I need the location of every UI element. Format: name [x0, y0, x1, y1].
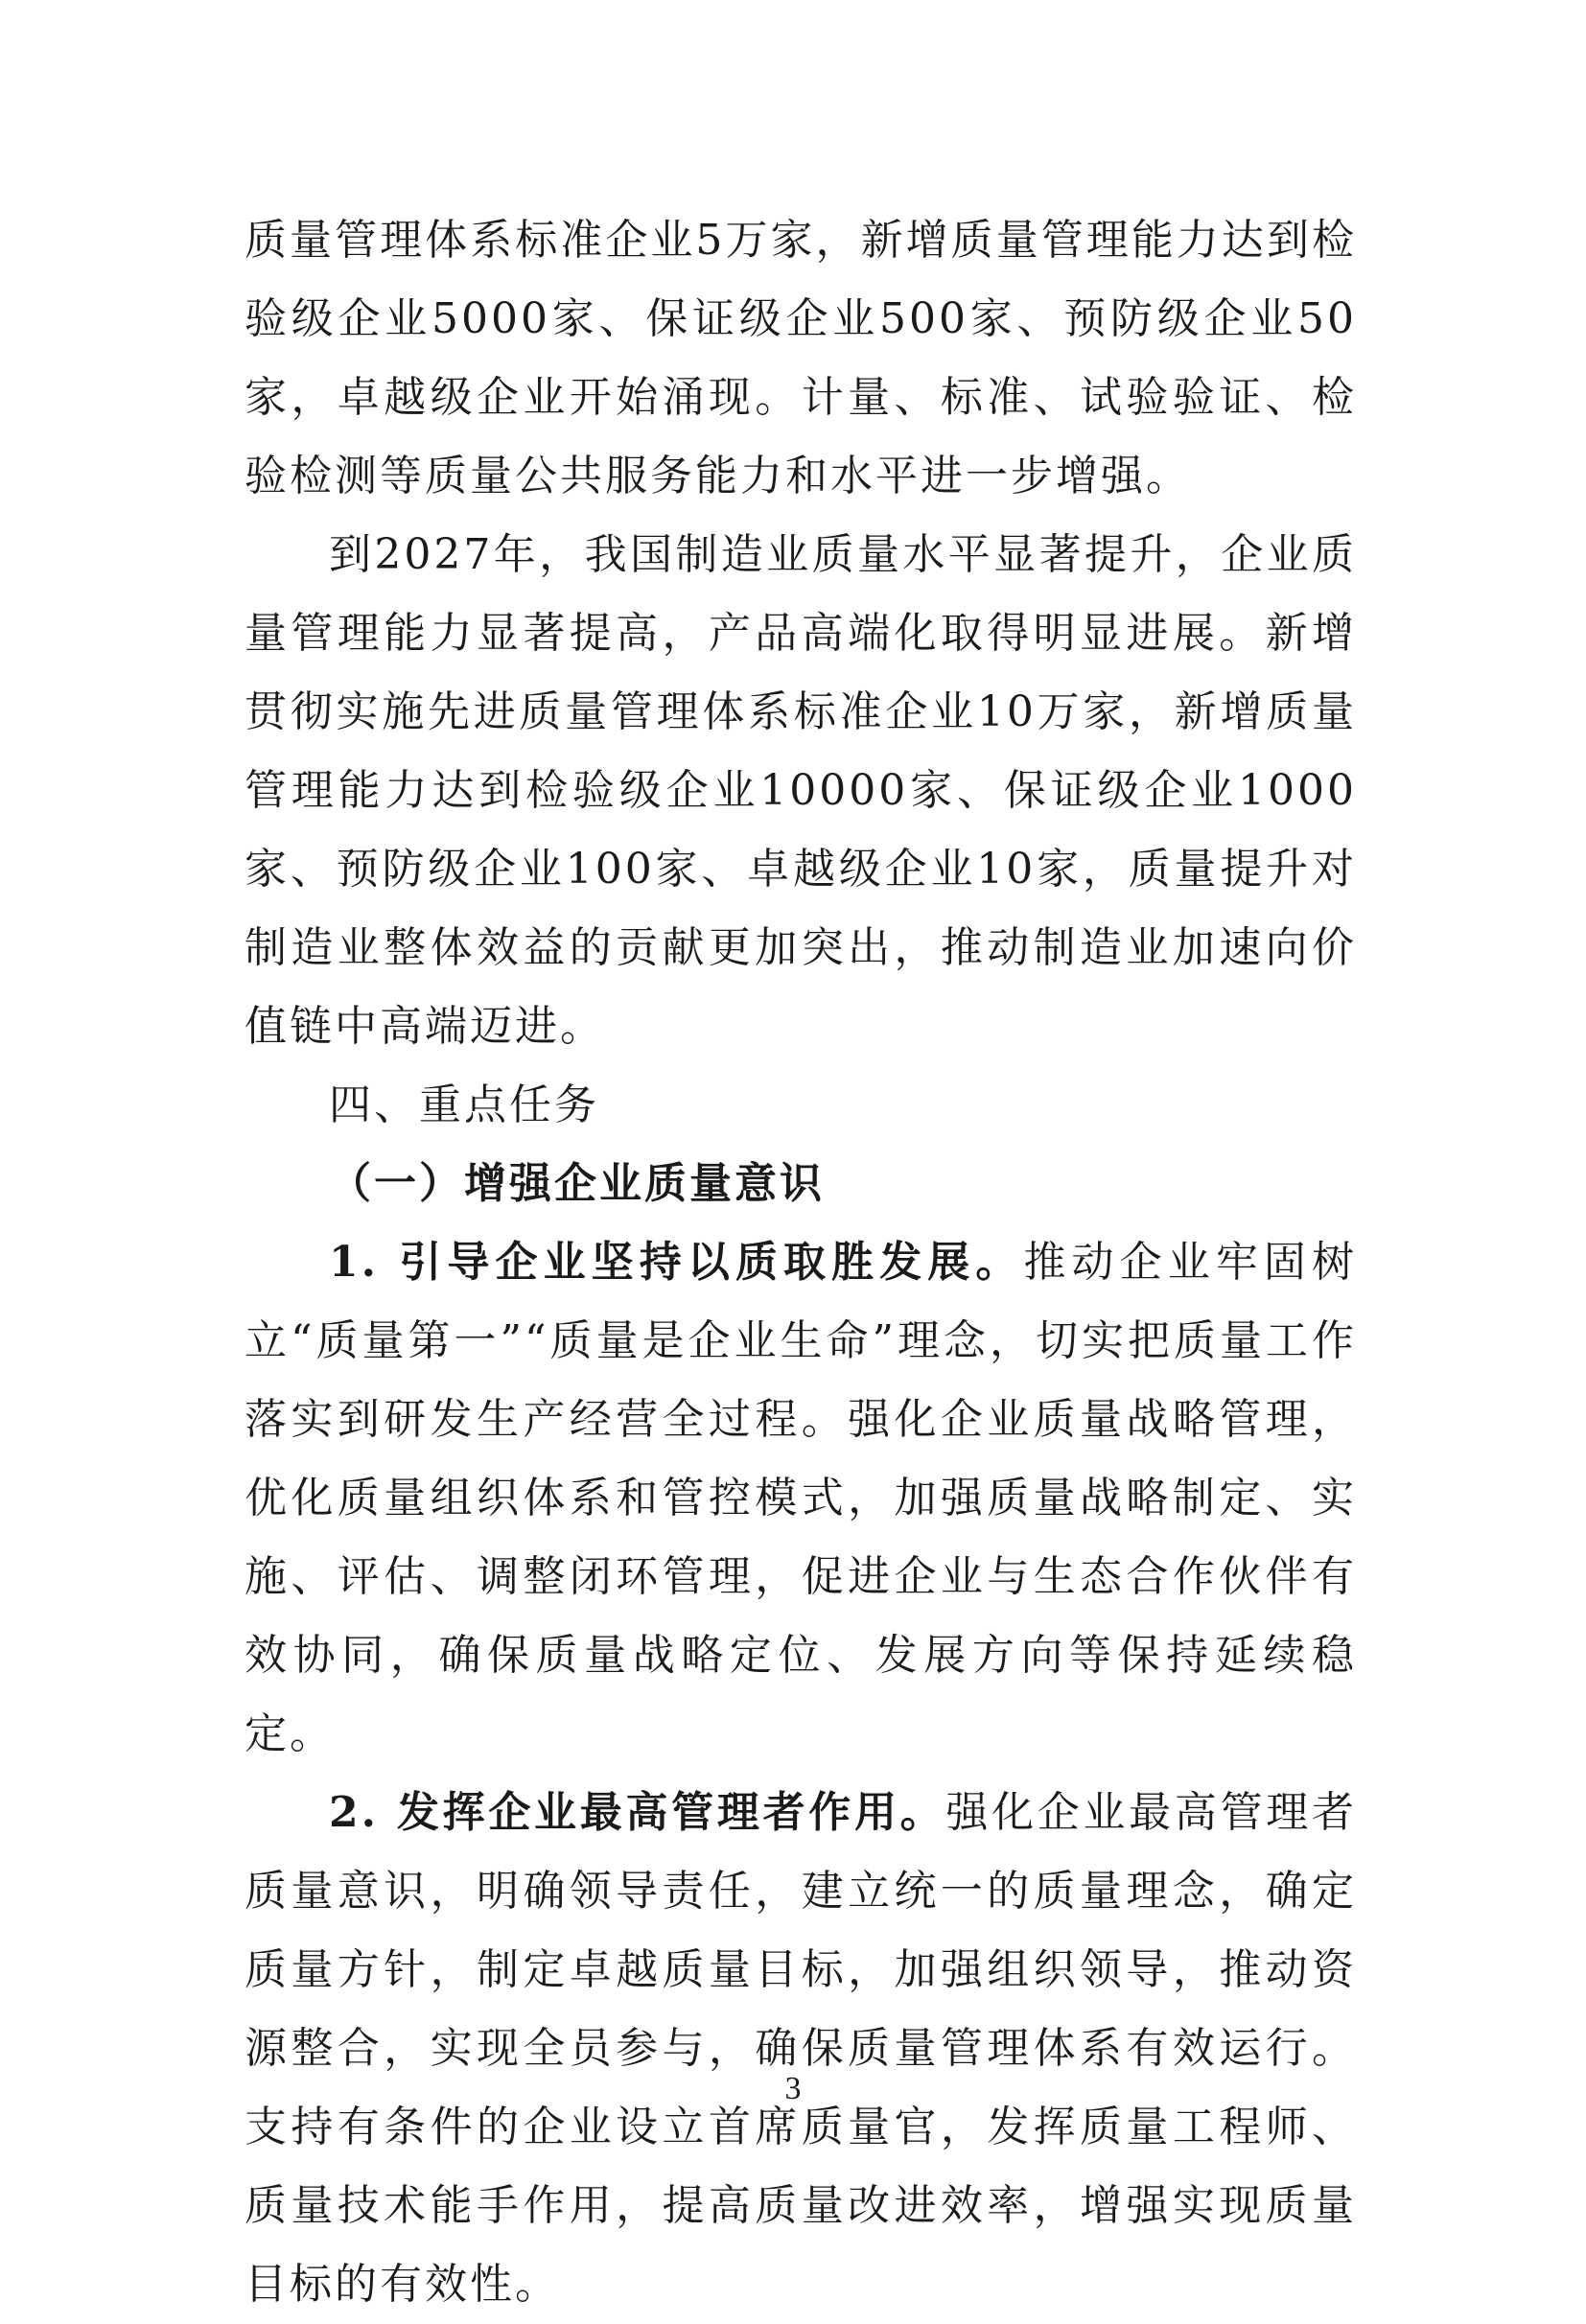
paragraph-2027-goals: 到2027年，我国制造业质量水平显著提升，企业质量管理能力显著提高，产品高端化取得明显进展。新增贯彻实施先进质量管理体系标准企业10万家，新增质量管理能力达到检验级企业10000家、保证级企业1000家、预防级企业100家、卓越级企业10家，质量提升对制造业整体效益的贡献更加突出，推动制造业加速向价值链中高端迈进。: [245, 530, 1357, 1051]
item-2-body: 强化企业最高管理者质量意识，明确领导责任，建立统一的质量理念，确定质量方针，制定卓越质量目标，加强组织领导，推动资源整合，实现全员参与，确保质量管理体系有效运行。支持有条件的企业设立首席质量官，发挥质量工程师、质量技术能手作用，提高质量改进效率，增强实现质量目标的有效性。: [245, 1788, 1357, 2309]
subsection-heading: （一）增强企业质量意识: [329, 1159, 825, 1208]
paragraph-continuation: 质量管理体系标准企业5万家，新增质量管理能力达到检验级企业5000家、保证级企业500家、预防级企业50家，卓越级企业开始涌现。计量、标准、试验验证、检验检测等质量公共服务能力和水平进一步增强。: [245, 216, 1357, 500]
item-1-lead: 1. 引导企业坚持以质取胜发展。: [329, 1238, 1024, 1287]
document-page: [245, 201, 1357, 2324]
item-2-lead: 2. 发挥企业最高管理者作用。: [329, 1788, 946, 1837]
item-1-paragraph: [245, 1223, 1357, 1774]
section-heading: 四、重点任务: [329, 1081, 599, 1129]
page-number: 3: [784, 2071, 802, 2106]
item-1-body: 推动企业牢固树立“质量第一”“质量是企业生命”理念，切实把质量工作落实到研发生产经营全过程。强化企业质量战略管理，优化质量组织体系和管控模式，加强质量战略制定、实施、评估、调整闭环管理，促进企业与生态合作伙伴有效协同，确保质量战略定位、发展方向等保持延续稳定。: [245, 1238, 1357, 1758]
item-2-paragraph: [245, 1774, 1357, 2324]
